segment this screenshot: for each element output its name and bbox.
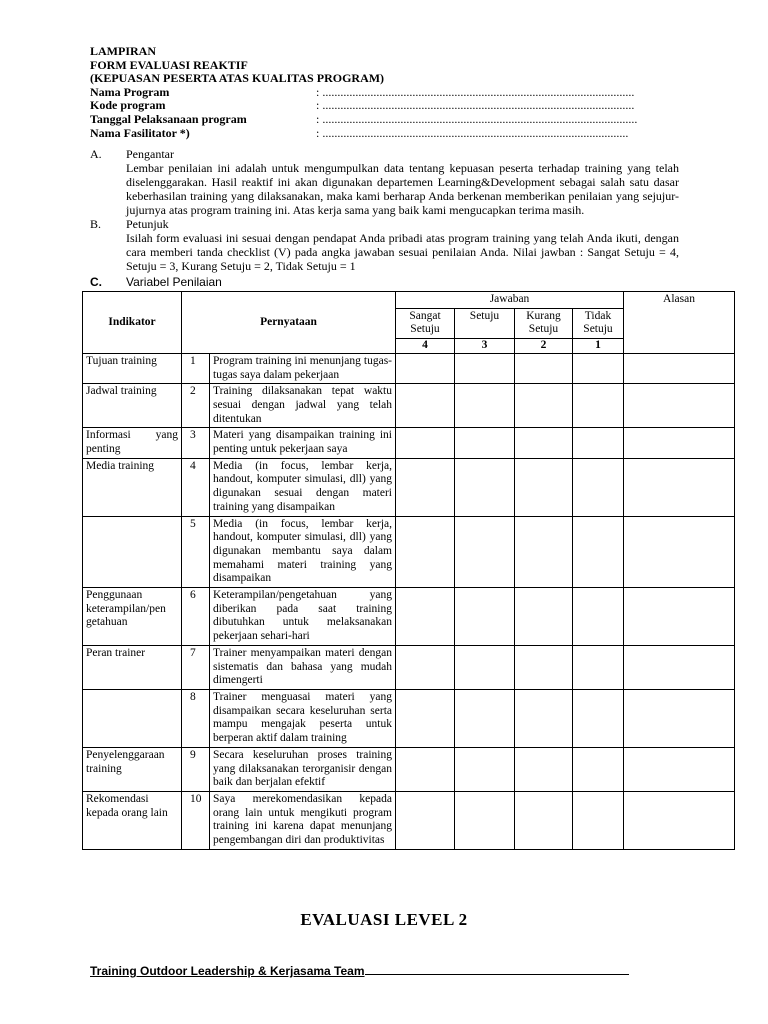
section-heading-level-2: EVALUASI LEVEL 2: [300, 910, 468, 929]
reason-cell[interactable]: [624, 791, 735, 849]
table-row: [83, 458, 735, 516]
answer-cell-2[interactable]: [515, 791, 573, 849]
header-sangat-setuju: Sangat Setuju: [396, 308, 455, 338]
indikator-cell: Penyelenggaraan training: [83, 747, 182, 791]
indikator-cell: [83, 516, 182, 588]
answer-cell-1[interactable]: [573, 791, 624, 849]
number-cell: 5: [182, 516, 210, 588]
statement-cell: Training dilaksanakan tepat waktu sesuai dengan jadwal yang telah ditentukan: [210, 384, 396, 428]
answer-cell-2[interactable]: [515, 588, 573, 646]
indikator-cell: Penggunaan keterampilan/pen getahuan: [83, 588, 182, 646]
statement-cell: Media (in focus, lembar kerja, handout, komputer simulasi, dll) yang digunakan membantu saya dalam memahami materi training yang disampaikan: [210, 516, 396, 588]
indikator-cell: Media training: [83, 458, 182, 516]
reason-cell[interactable]: [624, 353, 735, 383]
field-label: Tanggal Pelaksanaan program: [90, 111, 247, 126]
section-letter: A.: [90, 147, 102, 161]
scale-value: 1: [573, 339, 624, 354]
header-setuju: Setuju: [455, 308, 515, 338]
answer-cell-3[interactable]: [455, 428, 515, 458]
table-row: [83, 384, 735, 428]
answer-cell-4[interactable]: [396, 588, 455, 646]
answer-cell-4[interactable]: [396, 516, 455, 588]
header-jawaban: Jawaban: [396, 292, 624, 309]
answer-cell-2[interactable]: [515, 516, 573, 588]
answer-cell-4[interactable]: [396, 353, 455, 383]
fill-in-underline[interactable]: [365, 962, 629, 975]
field-dotted-blank[interactable]: : ........................................................................................................: [316, 85, 635, 99]
number-cell: 6: [182, 588, 210, 646]
statement-cell: Saya merekomendasikan kepada orang lain untuk mengikuti program training ini karena dapat menunjang pengembangan diri dan produktivitas: [210, 791, 396, 849]
header-tidak-setuju: Tidak Setuju: [573, 308, 624, 338]
reason-cell[interactable]: [624, 645, 735, 689]
field-nama-fasilitator: [90, 127, 690, 141]
answer-cell-3[interactable]: [455, 689, 515, 747]
number-cell: 9: [182, 747, 210, 791]
answer-cell-3[interactable]: [455, 791, 515, 849]
section-variabel: [90, 275, 680, 289]
number-cell: 1: [182, 353, 210, 383]
answer-cell-2[interactable]: [515, 645, 573, 689]
section-pengantar: [90, 147, 680, 217]
number-cell: 7: [182, 645, 210, 689]
answer-cell-1[interactable]: [573, 353, 624, 383]
table-row: [83, 645, 735, 689]
answer-cell-1[interactable]: [573, 384, 624, 428]
section-petunjuk: [90, 217, 680, 273]
section-letter: C.: [90, 275, 102, 289]
answer-cell-4[interactable]: [396, 747, 455, 791]
answer-cell-1[interactable]: [573, 747, 624, 791]
number-cell: 10: [182, 791, 210, 849]
answer-cell-1[interactable]: [573, 458, 624, 516]
section-title: Variabel Penilaian: [126, 275, 222, 289]
field-dotted-blank[interactable]: : ........................................................................................................: [316, 99, 635, 113]
indikator-cell: Informasi yang penting: [83, 428, 182, 458]
answer-cell-1[interactable]: [573, 689, 624, 747]
answer-cell-4[interactable]: [396, 645, 455, 689]
answer-cell-4[interactable]: [396, 458, 455, 516]
reason-cell[interactable]: [624, 458, 735, 516]
answer-cell-3[interactable]: [455, 747, 515, 791]
indikator-cell: Jadwal training: [83, 384, 182, 428]
statement-cell: Keterampilan/pengetahuan yang diberikan pada saat training dibutuhkan untuk melaksanakan pekerjaan sehari-hari: [210, 588, 396, 646]
statement-cell: Media (in focus, lembar kerja, handout, komputer simulasi, dll) yang digunakan sesuai dengan materi training yang disampaikan: [210, 458, 396, 516]
number-cell: 2: [182, 384, 210, 428]
answer-cell-3[interactable]: [455, 516, 515, 588]
field-label: Nama Fasilitator *): [90, 125, 190, 140]
evaluation-table: [82, 291, 735, 850]
table-row: [83, 588, 735, 646]
section-title: Petunjuk: [126, 217, 169, 231]
answer-cell-3[interactable]: [455, 353, 515, 383]
field-label: Kode program: [90, 98, 166, 113]
table-row: [83, 353, 735, 383]
statement-cell: Trainer menguasai materi yang disampaikan secara keseluruhan serta mampu mengajak peserta untuk berperan aktif dalam training: [210, 689, 396, 747]
answer-cell-1[interactable]: [573, 588, 624, 646]
answer-cell-1[interactable]: [573, 645, 624, 689]
field-label: Nama Program: [90, 84, 170, 99]
header-kurang-setuju: Kurang Setuju: [515, 308, 573, 338]
header-alasan: Alasan: [624, 292, 735, 354]
answer-cell-2[interactable]: [515, 428, 573, 458]
statement-cell: Secara keseluruhan proses training yang dilaksanakan terorganisir dengan baik dan berjalan efektif: [210, 747, 396, 791]
scale-value: 4: [396, 339, 455, 354]
section-title: Pengantar: [126, 147, 174, 161]
header-pernyataan: Pernyataan: [182, 292, 396, 354]
program-title: Training Outdoor Leadership & Kerjasama Team: [90, 964, 365, 978]
program-title-line: [90, 962, 629, 978]
section-letter: B.: [90, 217, 102, 231]
answer-cell-2[interactable]: [515, 384, 573, 428]
number-cell: 8: [182, 689, 210, 747]
reason-cell[interactable]: [624, 428, 735, 458]
header-line-1: LAMPIRAN: [90, 44, 156, 58]
table-row: [83, 791, 735, 849]
reason-cell[interactable]: [624, 384, 735, 428]
indikator-cell: Tujuan training: [83, 353, 182, 383]
form-header: [90, 45, 690, 140]
field-dotted-blank[interactable]: : ......................................................................................................: [316, 126, 629, 140]
scale-value: 2: [515, 339, 573, 354]
reason-cell[interactable]: [624, 588, 735, 646]
indikator-cell: Peran trainer: [83, 645, 182, 689]
indikator-cell: Rekomendasi kepada orang lain: [83, 791, 182, 849]
answer-cell-3[interactable]: [455, 645, 515, 689]
table-row: [83, 428, 735, 458]
scale-value: 3: [455, 339, 515, 354]
reason-cell[interactable]: [624, 747, 735, 791]
answer-cell-2[interactable]: [515, 353, 573, 383]
header-indikator: Indikator: [83, 292, 182, 354]
reason-cell[interactable]: [624, 689, 735, 747]
field-kode-program: [90, 99, 690, 113]
statement-cell: Trainer menyampaikan materi dengan sistematis dan bahasa yang mudah dimengerti: [210, 645, 396, 689]
number-cell: 3: [182, 428, 210, 458]
answer-cell-4[interactable]: [396, 428, 455, 458]
field-tanggal-pelaksanaan: [90, 113, 690, 127]
answer-cell-2[interactable]: [515, 747, 573, 791]
answer-cell-1[interactable]: [573, 516, 624, 588]
header-line-2: FORM EVALUASI REAKTIF: [90, 57, 248, 72]
statement-cell: Materi yang disampaikan training ini penting untuk pekerjaan saya: [210, 428, 396, 458]
answer-cell-3[interactable]: [455, 458, 515, 516]
answer-cell-1[interactable]: [573, 428, 624, 458]
answer-cell-3[interactable]: [455, 588, 515, 646]
indikator-cell: [83, 689, 182, 747]
answer-cell-2[interactable]: [515, 689, 573, 747]
answer-cell-3[interactable]: [455, 384, 515, 428]
section-body: Lembar penilaian ini adalah untuk mengumpulkan data tentang kepuasan peserta terhadap training yang telah diselenggarakan. Hasil reaktif ini akan digunakan departemen Learning&Development sebagai salah satu dasar keberhasilan training yang dilaksanakan, maka kami berharap Anda berkenan memberikan penilaian yang sejujur-jujurnya atas program training ini. Atas kerja sama yang baik kami mengucapkan terima masih.: [126, 161, 679, 217]
answer-cell-4[interactable]: [396, 791, 455, 849]
table-row: [83, 747, 735, 791]
table-row: [83, 516, 735, 588]
field-dotted-blank[interactable]: : .........................................................................................................: [316, 112, 638, 126]
answer-cell-4[interactable]: [396, 689, 455, 747]
table-row: [83, 689, 735, 747]
answer-cell-2[interactable]: [515, 458, 573, 516]
answer-cell-4[interactable]: [396, 384, 455, 428]
number-cell: 4: [182, 458, 210, 516]
header-line-3: (KEPUASAN PESERTA ATAS KUALITAS PROGRAM): [90, 71, 385, 86]
field-nama-program: [90, 86, 690, 100]
reason-cell[interactable]: [624, 516, 735, 588]
statement-cell: Program training ini menunjang tugas-tugas saya dalam pekerjaan: [210, 353, 396, 383]
section-body: Isilah form evaluasi ini sesuai dengan pendapat Anda pribadi atas program training yang telah Anda ikuti, dengan cara memberi tanda checklist (V) pada angka jawaban sesuai penilaian Anda. Nilai jawban : Sangat Setuju = 4, Setuju = 3, Kurang Setuju = 2, Tidak Setuju = 1: [126, 231, 679, 273]
